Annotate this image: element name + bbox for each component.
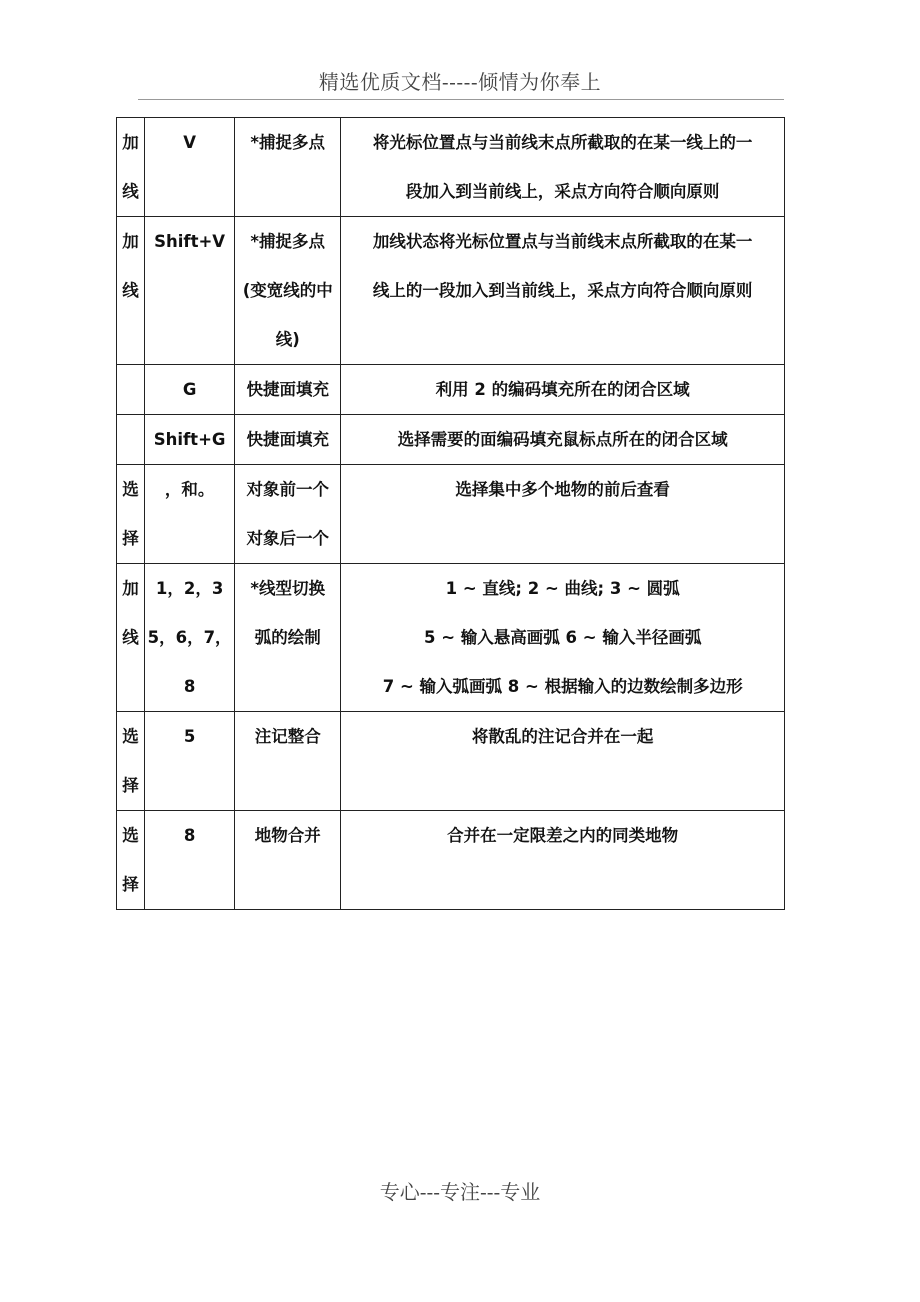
page-header: 精选优质文档-----倾情为你奉上: [318, 70, 602, 94]
description-cell-text: 7 ~ 输入弧画弧 8 ~ 根据输入的边数绘制多边形: [382, 677, 743, 696]
function-cell-text: (变宽线的中: [242, 281, 333, 300]
header-divider: [138, 99, 784, 100]
description-cell-text: 加线状态将光标位置点与当前线末点所截取的在某一: [372, 232, 753, 251]
table-row: [117, 712, 785, 811]
mode-cell: [117, 365, 145, 415]
mode-cell: [117, 118, 145, 217]
shortcut-key-cell-text: Shift+G: [153, 430, 226, 449]
table-row: [117, 118, 785, 217]
table-row: [117, 465, 785, 564]
page-footer: 专心---专注---专业: [379, 1180, 541, 1204]
shortcut-key-cell: [145, 365, 235, 415]
shortcut-key-cell: [145, 217, 235, 365]
description-cell: [341, 365, 785, 415]
table-row: [117, 415, 785, 465]
shortcut-table: [116, 117, 785, 910]
function-cell: [235, 811, 341, 910]
shortcut-key-cell-text: 8: [183, 826, 196, 845]
description-cell-text: 合并在一定限差之内的同类地物: [447, 826, 679, 845]
mode-cell: [117, 217, 145, 365]
mode-cell-text: 加: [122, 232, 139, 251]
shortcut-key-cell-text: 8: [183, 677, 196, 696]
function-cell: [235, 365, 341, 415]
mode-cell-text: 择: [122, 875, 139, 894]
shortcut-key-cell-text: 5: [183, 727, 196, 746]
description-cell: [341, 564, 785, 712]
shortcut-key-cell-text: Shift+V: [154, 232, 226, 251]
function-cell-text: *线型切换: [250, 579, 326, 598]
description-cell-text: 将散乱的注记合并在一起: [471, 727, 654, 746]
mode-cell-text: 选: [122, 826, 139, 845]
description-cell-text: 将光标位置点与当前线末点所截取的在某一线上的一: [372, 133, 753, 152]
mode-cell-text: 择: [122, 529, 139, 548]
description-cell: [341, 217, 785, 365]
function-cell-text: 弧的绘制: [254, 628, 321, 647]
function-cell-text: 地物合并: [254, 826, 321, 845]
mode-cell: [117, 465, 145, 564]
description-cell-text: 5 ~ 输入悬高画弧 6 ~ 输入半径画弧: [423, 628, 702, 647]
mode-cell: [117, 712, 145, 811]
table-row: [117, 811, 785, 910]
function-cell-text: 对象前一个: [246, 480, 329, 499]
mode-cell-text: 加: [122, 133, 139, 152]
description-cell-text: 选择需要的面编码填充鼠标点所在的闭合区域: [397, 430, 728, 449]
mode-cell-text: 线: [122, 182, 139, 201]
table-body: [117, 118, 785, 910]
function-cell-text: 注记整合: [254, 727, 321, 746]
description-cell: [341, 811, 785, 910]
table-row: [117, 564, 785, 712]
shortcut-key-cell: [145, 811, 235, 910]
description-cell-text: 1 ~ 直线; 2 ~ 曲线; 3 ~ 圆弧: [445, 579, 680, 598]
shortcut-key-cell: [145, 118, 235, 217]
function-cell-text: 对象后一个: [246, 529, 329, 548]
shortcut-key-cell-text: 5，6，7，: [147, 628, 232, 647]
shortcut-key-cell: [145, 564, 235, 712]
shortcut-key-cell: [145, 712, 235, 811]
table-row: [117, 217, 785, 365]
function-cell: [235, 415, 341, 465]
function-cell-text: 快捷面填充: [246, 430, 329, 449]
function-cell-text: 线): [275, 330, 300, 349]
mode-cell-text: 选: [122, 727, 139, 746]
function-cell: [235, 465, 341, 564]
mode-cell: [117, 415, 145, 465]
function-cell-text: *捕捉多点: [250, 133, 326, 152]
function-cell-text: 快捷面填充: [246, 380, 329, 399]
table-row: [117, 365, 785, 415]
shortcut-key-cell-text: V: [183, 133, 196, 152]
description-cell-text: 线上的一段加入到当前线上，采点方向符合顺向原则: [372, 281, 753, 300]
description-cell-text: 选择集中多个地物的前后查看: [455, 480, 670, 499]
shortcut-key-cell-text: ，和。: [164, 480, 215, 499]
description-cell: [341, 465, 785, 564]
mode-cell: [117, 564, 145, 712]
function-cell-text: *捕捉多点: [250, 232, 326, 251]
description-cell-text: 利用 2 的编码填充所在的闭合区域: [435, 380, 690, 399]
mode-cell-text: 线: [122, 628, 139, 647]
mode-cell-text: 线: [122, 281, 139, 300]
function-cell: [235, 118, 341, 217]
description-cell: [341, 118, 785, 217]
shortcut-key-cell: [145, 465, 235, 564]
description-cell: [341, 712, 785, 811]
shortcut-key-cell-text: 1，2，3: [155, 579, 224, 598]
mode-cell: [117, 811, 145, 910]
description-cell-text: 段加入到当前线上，采点方向符合顺向原则: [405, 182, 720, 201]
function-cell: [235, 712, 341, 811]
shortcut-key-cell: [145, 415, 235, 465]
mode-cell-text: 选: [122, 480, 139, 499]
mode-cell-text: 择: [122, 776, 139, 795]
shortcut-key-cell-text: G: [182, 380, 197, 399]
mode-cell-text: 加: [122, 579, 139, 598]
function-cell: [235, 564, 341, 712]
function-cell: [235, 217, 341, 365]
description-cell: [341, 415, 785, 465]
